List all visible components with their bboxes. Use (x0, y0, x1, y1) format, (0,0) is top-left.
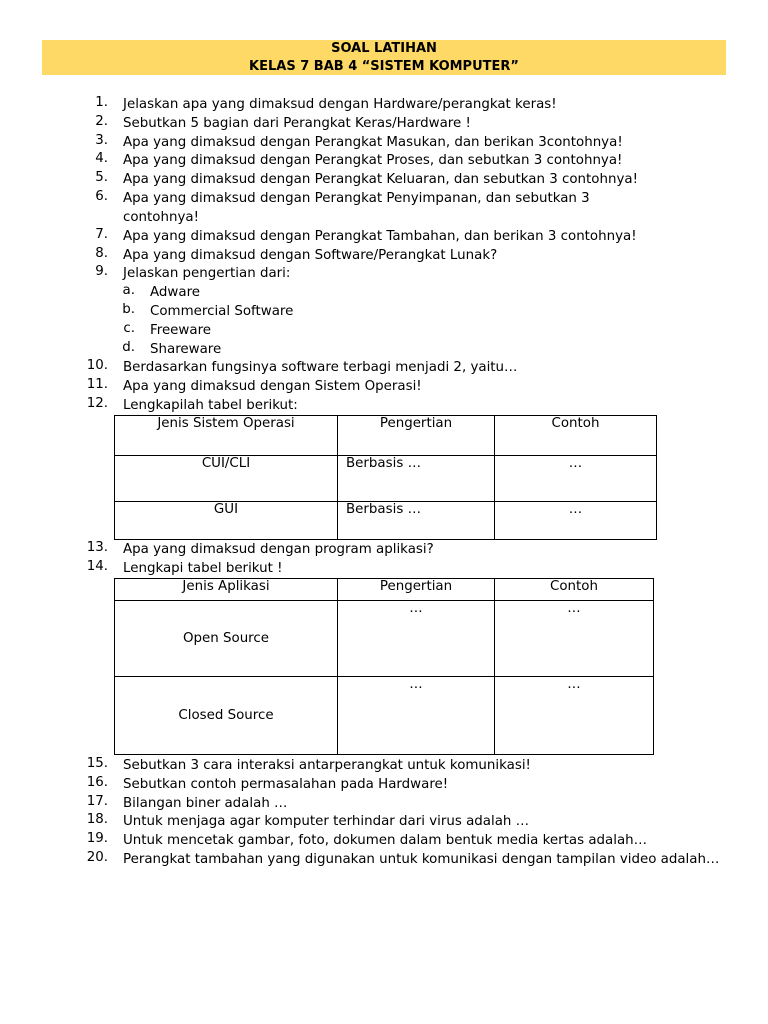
table-header-cell: Jenis Aplikasi (115, 579, 338, 601)
table-header-cell: Contoh (495, 416, 657, 456)
question-text: Sebutkan 3 cara interaksi antarperangkat untuk komunikasi! (123, 758, 531, 773)
list-item-text: Freeware (150, 323, 212, 338)
question-text: Perangkat tambahan yang digunakan untuk komunikasi dengan tampilan video adalah… (123, 852, 720, 867)
list-item-letter: a. (122, 283, 135, 298)
question-text: Apa yang dimaksud dengan Perangkat Tambahan, dan berikan 3 contohnya! (123, 229, 637, 244)
question-text: Apa yang dimaksud dengan Software/Perangkat Lunak? (123, 248, 498, 263)
table-header-cell: Pengertian (338, 579, 495, 601)
question-text: Apa yang dimaksud dengan Perangkat Masukan, dan berikan 3contohnya! (123, 135, 623, 150)
table-operating-systems (114, 415, 657, 540)
question-number: 6. (95, 189, 108, 204)
question-text: Lengkapi tabel berikut ! (123, 561, 283, 576)
question-text: Apa yang dimaksud dengan program aplikasi? (123, 542, 434, 557)
question-number: 17. (86, 794, 108, 809)
table-row (115, 456, 657, 502)
table-cell: Closed Source (115, 677, 338, 755)
question-text: Jelaskan pengertian dari: (123, 266, 291, 281)
question-number: 1. (95, 95, 108, 110)
table-cell: … (495, 601, 654, 677)
question-text: Sebutkan 5 bagian dari Perangkat Keras/Hardware ! (123, 116, 471, 131)
table-header-cell: Jenis Sistem Operasi (115, 416, 338, 456)
question-text: Berdasarkan fungsinya software terbagi menjadi 2, yaitu… (123, 360, 518, 375)
table-header-row (115, 579, 654, 601)
table-cell: … (495, 677, 654, 755)
table-cell: CUI/CLI (115, 456, 338, 502)
list-item-letter: d. (122, 340, 135, 355)
question-number: 4. (95, 151, 108, 166)
header-title: SOAL LATIHAN (331, 41, 437, 56)
table-cell: … (338, 601, 495, 677)
question-text: Untuk menjaga agar komputer terhindar dari virus adalah … (123, 814, 530, 829)
question-number: 13. (86, 540, 108, 555)
table-header-cell: Contoh (495, 579, 654, 601)
table-cell: … (338, 677, 495, 755)
question-number: 20. (86, 850, 108, 865)
question-number: 19. (86, 831, 108, 846)
question-number: 3. (95, 133, 108, 148)
question-number: 11. (86, 377, 108, 392)
table-row (115, 601, 654, 677)
question-text: Lengkapilah tabel berikut: (123, 398, 298, 413)
question-number: 8. (95, 246, 108, 261)
question-number: 16. (86, 775, 108, 790)
table-cell: … (495, 502, 657, 540)
question-number: 2. (95, 114, 108, 129)
question-text: Untuk mencetak gambar, foto, dokumen dalam bentuk media kertas adalah… (123, 833, 648, 848)
question-text: Apa yang dimaksud dengan Perangkat Proses, dan sebutkan 3 contohnya! (123, 153, 623, 168)
question-text: Apa yang dimaksud dengan Perangkat Keluaran, dan sebutkan 3 contohnya! (123, 172, 638, 187)
table-cell: Open Source (115, 601, 338, 677)
list-item-text: Adware (150, 285, 201, 300)
table-header-cell: Pengertian (338, 416, 495, 456)
question-text: Jelaskan apa yang dimaksud dengan Hardware/perangkat keras! (123, 97, 557, 112)
question-number: 12. (86, 396, 108, 411)
list-item-text: Shareware (150, 342, 222, 357)
question-number: 14. (86, 559, 108, 574)
table-cell: GUI (115, 502, 338, 540)
question-text: Apa yang dimaksud dengan Perangkat Penyimpanan, dan sebutkan 3 contohnya! (123, 191, 590, 225)
list-item-text: Commercial Software (150, 304, 294, 319)
question-number: 5. (95, 170, 108, 185)
table-row (115, 502, 657, 540)
question-number: 10. (86, 358, 108, 373)
question-number: 15. (86, 756, 108, 771)
question-number: 7. (95, 227, 108, 242)
table-cell: … (495, 456, 657, 502)
document-header (42, 40, 726, 75)
list-item-letter: c. (123, 321, 135, 336)
question-number: 18. (86, 812, 108, 827)
header-subtitle: KELAS 7 BAB 4 “SISTEM KOMPUTER” (249, 58, 519, 74)
question-text: Bilangan biner adalah … (123, 796, 288, 811)
list-item-letter: b. (122, 302, 135, 317)
question-text: Sebutkan contoh permasalahan pada Hardware! (123, 777, 449, 792)
question-number: 9. (95, 264, 108, 279)
question-text: Apa yang dimaksud dengan Sistem Operasi! (123, 379, 422, 394)
table-header-row (115, 416, 657, 456)
table-cell: Berbasis … (338, 502, 495, 540)
table-applications (114, 578, 654, 755)
table-cell: Berbasis … (338, 456, 495, 502)
table-row (115, 677, 654, 755)
